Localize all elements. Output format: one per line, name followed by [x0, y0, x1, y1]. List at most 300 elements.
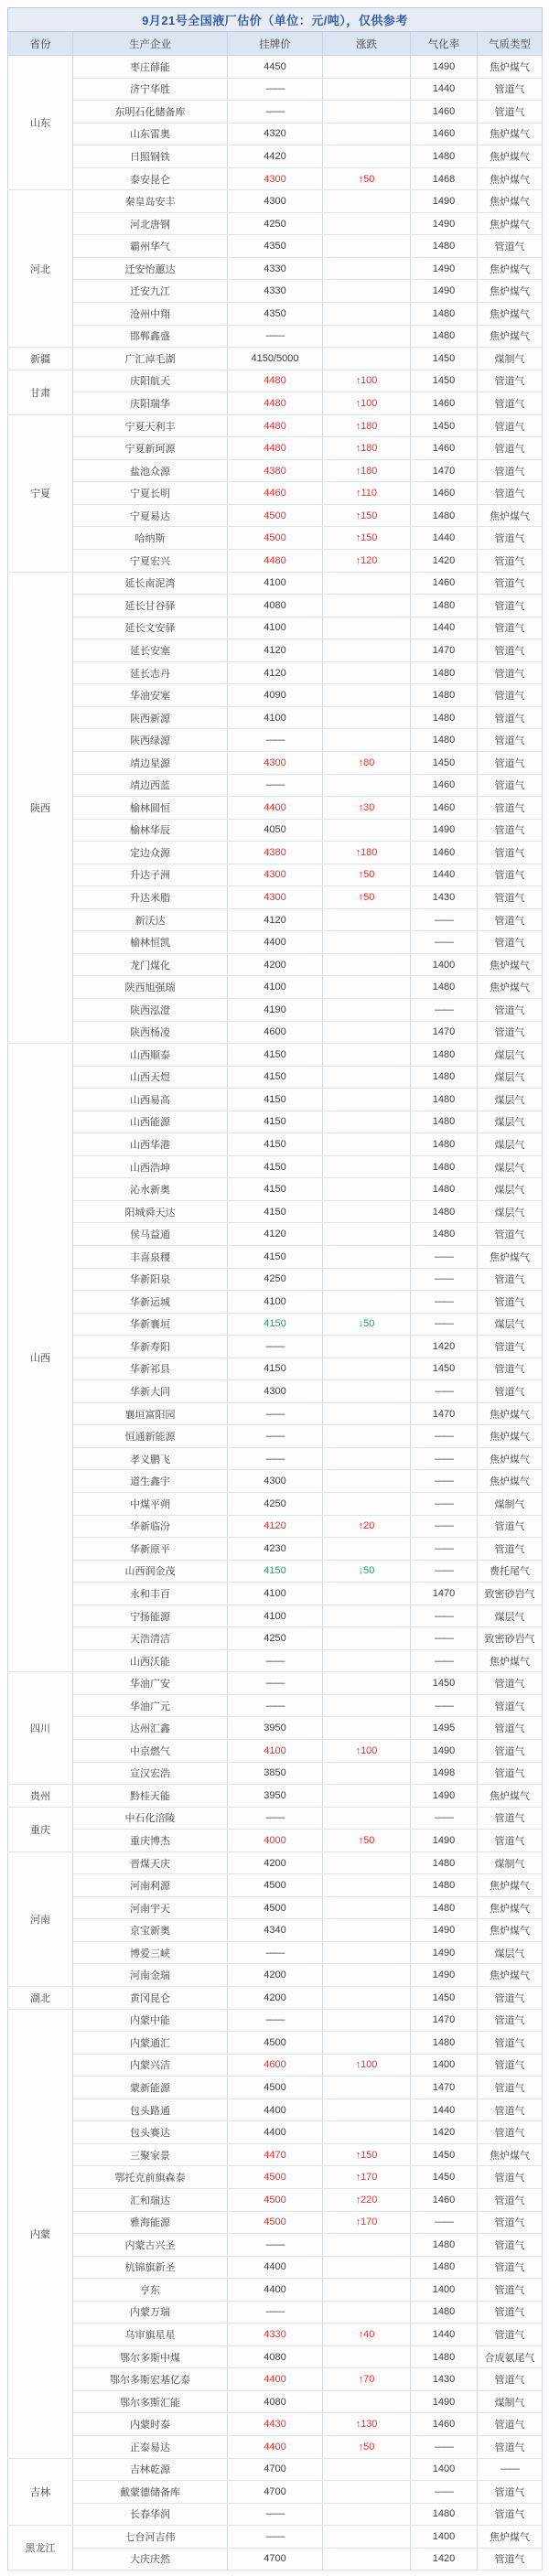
province-cell: 内蒙 [8, 2009, 73, 2458]
rate-cell: 1440 [411, 2098, 478, 2121]
rate-cell: 1460 [411, 123, 478, 145]
table-row [8, 1380, 543, 1403]
table-row [8, 684, 543, 707]
table-row [8, 1089, 543, 1111]
gas-type-cell: 管道气 [478, 864, 543, 886]
change-cell [323, 2345, 411, 2368]
price-cell: 3850 [228, 1762, 323, 1785]
rate-cell: 1400 [411, 953, 478, 976]
price-cell: 4100 [228, 1291, 323, 1314]
change-cell [323, 1583, 411, 1605]
rate-cell: 1480 [411, 684, 478, 707]
table-row [8, 1245, 543, 1268]
price-cell: 4300 [228, 167, 323, 190]
gas-type-cell: 煤层气 [478, 1044, 543, 1067]
change-cell [323, 572, 411, 595]
producer-cell: 汇和瑞达 [73, 2188, 228, 2211]
table-row [8, 1178, 543, 1201]
rate-cell: 1470 [411, 2009, 478, 2032]
rate-cell: 1460 [411, 572, 478, 595]
gas-type-cell: 焦炉煤气 [478, 212, 543, 235]
price-cell: 4120 [228, 639, 323, 662]
producer-cell: 鄂托克前旗森泰 [73, 2166, 228, 2189]
change-cell: ↑50 [323, 864, 411, 886]
producer-cell: 鄂尔多斯汇能 [73, 2390, 228, 2413]
producer-cell: 宁夏宏兴 [73, 550, 228, 573]
producer-cell: 河南金瑞 [73, 1964, 228, 1987]
gas-type-cell: 管道气 [478, 1740, 543, 1763]
table-row [8, 1717, 543, 1740]
change-cell [323, 1672, 411, 1695]
price-cell: 4200 [228, 1852, 323, 1874]
price-cell: 4150 [228, 1178, 323, 1201]
rate-cell: 1480 [411, 1089, 478, 1111]
table-row [8, 482, 543, 505]
producer-cell: 华新原平 [73, 1538, 228, 1561]
change-cell [323, 2481, 411, 2504]
gas-type-cell: 管道气 [478, 482, 543, 505]
rate-cell: 1420 [411, 2548, 478, 2571]
rate-cell: —— [411, 1538, 478, 1561]
producer-cell: 庆阳瑞华 [73, 392, 228, 415]
change-cell: ↑150 [323, 527, 411, 550]
change-cell: ↑170 [323, 2211, 411, 2234]
rate-cell: —— [411, 1560, 478, 1583]
rate-cell: 1490 [411, 1740, 478, 1763]
gas-type-cell: 焦炉煤气 [478, 953, 543, 976]
price-cell: 4080 [228, 2345, 323, 2368]
gas-type-cell: 焦炉煤气 [478, 504, 543, 527]
gas-type-cell: 管道气 [478, 751, 543, 774]
rate-cell: 1480 [411, 504, 478, 527]
rate-cell: 1430 [411, 886, 478, 909]
table-row [8, 1336, 543, 1358]
producer-cell: 七台河吉伟 [73, 2526, 228, 2549]
change-cell [323, 976, 411, 999]
province-cell: 陕西 [8, 572, 73, 1043]
rate-cell: —— [411, 1605, 478, 1627]
producer-cell: 宣汉宏浩 [73, 1762, 228, 1785]
table-row [8, 167, 543, 190]
table-row [8, 123, 543, 145]
table-row [8, 370, 543, 392]
table-row [8, 639, 543, 662]
table-row [8, 2548, 543, 2571]
rate-cell: —— [411, 1268, 478, 1291]
change-cell [323, 595, 411, 617]
producer-cell: 泰安昆仑 [73, 167, 228, 190]
gas-type-cell: 管道气 [478, 1762, 543, 1785]
change-cell [323, 1089, 411, 1111]
producer-cell: 内蒙时泰 [73, 2413, 228, 2436]
rate-cell: 1480 [411, 235, 478, 258]
province-cell: 重庆 [8, 1807, 73, 1852]
producer-cell: 华油广元 [73, 1694, 228, 1717]
rate-cell: 1480 [411, 1896, 478, 1919]
rate-cell: 1460 [411, 2188, 478, 2211]
price-cell: 4150/5000 [228, 348, 323, 370]
price-cell: 4000 [228, 1830, 323, 1852]
table-row [8, 1223, 543, 1246]
rate-cell: 1480 [411, 1178, 478, 1201]
gas-type-cell: 管道气 [478, 1694, 543, 1717]
table-row [8, 2368, 543, 2391]
producer-cell: 道生鑫宇 [73, 1470, 228, 1493]
rate-cell: 1480 [411, 1044, 478, 1067]
change-cell: ↑180 [323, 842, 411, 864]
rate-cell: 1440 [411, 527, 478, 550]
gas-type-cell: 焦炉煤气 [478, 1402, 543, 1425]
rate-cell: 1490 [411, 1919, 478, 1942]
gas-type-cell: 管道气 [478, 1268, 543, 1291]
gas-type-cell: 管道气 [478, 437, 543, 460]
producer-cell: 亨东 [73, 2279, 228, 2302]
price-cell: —— [228, 729, 323, 752]
rate-cell: 1498 [411, 1762, 478, 1785]
price-cell: —— [228, 1694, 323, 1717]
gas-type-cell: 管道气 [478, 2009, 543, 2032]
table-row [8, 1066, 543, 1089]
producer-cell: 鄂尔多斯宏基亿泰 [73, 2368, 228, 2391]
gas-type-cell: 管道气 [478, 931, 543, 954]
gas-type-cell: 管道气 [478, 1830, 543, 1852]
rate-cell: 1450 [411, 370, 478, 392]
price-cell: 4090 [228, 684, 323, 707]
gas-type-cell: 管道气 [478, 1223, 543, 1246]
rate-cell: 1440 [411, 864, 478, 886]
producer-cell: 靖边星源 [73, 751, 228, 774]
producer-cell: 达州汇鑫 [73, 1717, 228, 1740]
price-cell: —— [228, 1649, 323, 1672]
rate-cell: 1480 [411, 1223, 478, 1246]
price-cell: —— [228, 2526, 323, 2549]
gas-type-cell: 管道气 [478, 1717, 543, 1740]
table-row [8, 212, 543, 235]
rate-cell: 1480 [411, 303, 478, 326]
change-cell: ↑170 [323, 2166, 411, 2189]
table-row [8, 706, 543, 729]
rate-cell: 1490 [411, 280, 478, 303]
gas-type-cell: 管道气 [478, 797, 543, 820]
table-row [8, 1470, 543, 1493]
table-row [8, 1627, 543, 1650]
producer-cell: 内蒙中能 [73, 2009, 228, 2032]
change-cell [323, 1268, 411, 1291]
change-cell [323, 235, 411, 258]
gas-type-cell: 煤层气 [478, 1133, 543, 1156]
change-cell [323, 2234, 411, 2257]
price-cell: 4080 [228, 595, 323, 617]
change-cell [323, 1291, 411, 1314]
rate-cell: 1460 [411, 774, 478, 797]
price-cell: —— [228, 774, 323, 797]
gas-type-cell: 管道气 [478, 527, 543, 550]
rate-cell: 1490 [411, 56, 478, 79]
table-row [8, 729, 543, 752]
change-cell: ↑40 [323, 2324, 411, 2346]
gas-type-cell: 管道气 [478, 101, 543, 123]
gas-type-cell: 合成氨尾气 [478, 2345, 543, 2368]
table-row [8, 976, 543, 999]
gas-type-cell: 煤制气 [478, 2390, 543, 2413]
producer-cell: 内蒙兴洁 [73, 2054, 228, 2077]
change-cell: ↓50 [323, 1313, 411, 1336]
price-cell: 4600 [228, 1021, 323, 1044]
rate-cell: 1480 [411, 2256, 478, 2279]
gas-type-cell: 管道气 [478, 729, 543, 752]
table-row [8, 1447, 543, 1470]
producer-cell: 升达子洲 [73, 864, 228, 886]
change-cell [323, 661, 411, 684]
change-cell: ↑180 [323, 414, 411, 437]
table-row [8, 1987, 543, 2010]
change-cell: ↑120 [323, 550, 411, 573]
change-cell [323, 1358, 411, 1380]
change-cell [323, 325, 411, 348]
rate-cell: 1460 [411, 392, 478, 415]
change-cell [323, 1896, 411, 1919]
table-row [8, 1560, 543, 1583]
rate-cell: 1470 [411, 1021, 478, 1044]
producer-cell: 哈纳斯 [73, 527, 228, 550]
table-row [8, 437, 543, 460]
change-cell [323, 1627, 411, 1650]
table-row [8, 2188, 543, 2211]
table-row [8, 392, 543, 415]
price-cell: —— [228, 101, 323, 123]
producer-cell: 华油安塞 [73, 684, 228, 707]
table-row [8, 2301, 543, 2324]
producer-cell: 河南利源 [73, 1874, 228, 1897]
table-row [8, 886, 543, 909]
gas-type-cell: 管道气 [478, 2077, 543, 2099]
rate-cell: 1480 [411, 1133, 478, 1156]
rate-cell: 1480 [411, 2345, 478, 2368]
province-cell: 甘肃 [8, 370, 73, 414]
change-cell [323, 1717, 411, 1740]
table-row [8, 550, 543, 573]
change-cell [323, 1133, 411, 1156]
gas-type-cell: 焦炉煤气 [478, 145, 543, 168]
province-cell: 山西 [8, 1044, 73, 1672]
price-cell: 4400 [228, 2256, 323, 2279]
table-row [8, 56, 543, 79]
table-row [8, 797, 543, 820]
column-header-price: 挂牌价 [228, 32, 323, 56]
producer-cell: 升达米脂 [73, 886, 228, 909]
gas-type-cell: 焦炉煤气 [478, 167, 543, 190]
price-cell: 4200 [228, 1987, 323, 2010]
producer-cell: 迁安九江 [73, 280, 228, 303]
change-cell [323, 2121, 411, 2144]
gas-type-cell: 管道气 [478, 572, 543, 595]
header-row [8, 32, 543, 56]
producer-cell: 陕西绿源 [73, 729, 228, 752]
change-cell [323, 1605, 411, 1627]
producer-cell: 包头路通 [73, 2098, 228, 2121]
change-cell [323, 931, 411, 954]
price-cell: 4300 [228, 1380, 323, 1403]
change-cell [323, 101, 411, 123]
table-row [8, 1896, 543, 1919]
producer-cell: 延长文安驿 [73, 617, 228, 639]
rate-cell: —— [411, 1313, 478, 1336]
rate-cell: —— [411, 1515, 478, 1538]
producer-cell: 山西浩坤 [73, 1155, 228, 1178]
change-cell [323, 348, 411, 370]
rate-cell: —— [411, 2435, 478, 2458]
producer-cell: 包头赛达 [73, 2121, 228, 2144]
table-row [8, 1583, 543, 1605]
gas-type-cell: 管道气 [478, 908, 543, 931]
rate-cell: 1490 [411, 1830, 478, 1852]
rate-cell: 1480 [411, 729, 478, 752]
change-cell [323, 2548, 411, 2571]
table-row [8, 2413, 543, 2436]
rate-cell: 1450 [411, 751, 478, 774]
producer-cell: 广汇淖毛湖 [73, 348, 228, 370]
producer-cell: 沧州中翔 [73, 303, 228, 326]
rate-cell: 1480 [411, 2032, 478, 2055]
gas-type-cell: 焦炉煤气 [478, 123, 543, 145]
rate-cell: 1480 [411, 1874, 478, 1897]
table-row [8, 1964, 543, 1987]
producer-cell: 延长南泥湾 [73, 572, 228, 595]
price-cell: 4150 [228, 1133, 323, 1156]
rate-cell: 1460 [411, 842, 478, 864]
producer-cell: 鄂尔多斯中煤 [73, 2345, 228, 2368]
change-cell [323, 1425, 411, 1448]
producer-cell: 孝义鹏飞 [73, 1447, 228, 1470]
price-cell: 4120 [228, 1223, 323, 1246]
producer-cell: 丰喜泉稷 [73, 1245, 228, 1268]
table-row [8, 1493, 543, 1516]
change-cell [323, 303, 411, 326]
table-row [8, 572, 543, 595]
change-cell [323, 1785, 411, 1808]
producer-cell: 华油广安 [73, 1672, 228, 1695]
price-cell: 4330 [228, 2324, 323, 2346]
producer-cell: 靖边西蓝 [73, 774, 228, 797]
gas-type-cell: 焦炉煤气 [478, 56, 543, 79]
rate-cell: 1450 [411, 2166, 478, 2189]
price-cell: 4190 [228, 998, 323, 1021]
table-row [8, 527, 543, 550]
price-cell: 4480 [228, 550, 323, 573]
table-row [8, 1111, 543, 1133]
change-cell: ↑180 [323, 459, 411, 482]
table-row [8, 504, 543, 527]
rate-cell: 1490 [411, 2390, 478, 2413]
producer-cell: 沁水新奥 [73, 1178, 228, 1201]
gas-type-cell: 管道气 [478, 595, 543, 617]
rate-cell: 1430 [411, 2368, 478, 2391]
gas-type-cell: 管道气 [478, 819, 543, 842]
rate-cell: 1470 [411, 1583, 478, 1605]
price-cell: 4400 [228, 2098, 323, 2121]
price-cell: 4500 [228, 2032, 323, 2055]
gas-type-cell: 管道气 [478, 1538, 543, 1561]
rate-cell: 1450 [411, 2143, 478, 2166]
rate-cell: 1495 [411, 1717, 478, 1740]
table-row [8, 2279, 543, 2302]
price-cell: —— [228, 1425, 323, 1448]
price-cell: 4100 [228, 976, 323, 999]
price-cell: 4150 [228, 1560, 323, 1583]
gas-type-cell: 煤层气 [478, 1941, 543, 1964]
gas-type-cell: 管道气 [478, 1515, 543, 1538]
change-cell [323, 1538, 411, 1561]
change-cell: ↑50 [323, 886, 411, 909]
price-cell: 4250 [228, 212, 323, 235]
change-cell [323, 1223, 411, 1246]
rate-cell: 1480 [411, 1111, 478, 1133]
price-cell: 4600 [228, 2054, 323, 2077]
price-cell: 4100 [228, 1583, 323, 1605]
rate-cell: 1480 [411, 1200, 478, 1223]
producer-cell: 陕西旭强瑞 [73, 976, 228, 999]
table-row [8, 1807, 543, 1830]
producer-cell: 山西沃能 [73, 1649, 228, 1672]
table-row [8, 2324, 543, 2346]
producer-cell: 宁夏易达 [73, 504, 228, 527]
gas-type-cell: 管道气 [478, 2324, 543, 2346]
gas-type-cell: 煤层气 [478, 1066, 543, 1089]
change-cell [323, 190, 411, 213]
producer-cell: 山西华港 [73, 1133, 228, 1156]
rate-cell: 1450 [411, 1987, 478, 2010]
price-cell: —— [228, 1336, 323, 1358]
table-row [8, 2032, 543, 2055]
table-row [8, 1268, 543, 1291]
gas-type-cell: 管道气 [478, 639, 543, 662]
rate-cell: 1440 [411, 78, 478, 101]
price-cell: 4400 [228, 2121, 323, 2144]
gas-type-cell: 焦炉煤气 [478, 1649, 543, 1672]
table-row [8, 1358, 543, 1380]
change-cell [323, 2503, 411, 2526]
gas-type-cell: 管道气 [478, 2166, 543, 2189]
table-row [8, 1515, 543, 1538]
gas-type-cell: 焦炉煤气 [478, 1874, 543, 1897]
change-cell [323, 2458, 411, 2481]
change-cell: ↑70 [323, 2368, 411, 2391]
gas-type-cell: 管道气 [478, 998, 543, 1021]
table-row [8, 1133, 543, 1156]
rate-cell: —— [411, 1447, 478, 1470]
rate-cell: 1440 [411, 2324, 478, 2346]
gas-type-cell: 管道气 [478, 1807, 543, 1830]
producer-cell: 侯马益通 [73, 1223, 228, 1246]
change-cell: ↑30 [323, 797, 411, 820]
rate-cell: 1420 [411, 1336, 478, 1358]
producer-cell: 重庆博杰 [73, 1830, 228, 1852]
gas-type-cell: 煤层气 [478, 1089, 543, 1111]
price-cell: 4450 [228, 56, 323, 79]
province-cell: 新疆 [8, 348, 73, 370]
table-row [8, 325, 543, 348]
producer-cell: 龙门煤化 [73, 953, 228, 976]
change-cell [323, 1111, 411, 1133]
price-cell: 4150 [228, 1066, 323, 1089]
change-cell [323, 639, 411, 662]
price-cell: —— [228, 1402, 323, 1425]
producer-cell: 河北唐钢 [73, 212, 228, 235]
change-cell [323, 1447, 411, 1470]
rate-cell: 1450 [411, 1672, 478, 1695]
gas-type-cell: 管道气 [478, 235, 543, 258]
price-cell: 4500 [228, 2211, 323, 2234]
